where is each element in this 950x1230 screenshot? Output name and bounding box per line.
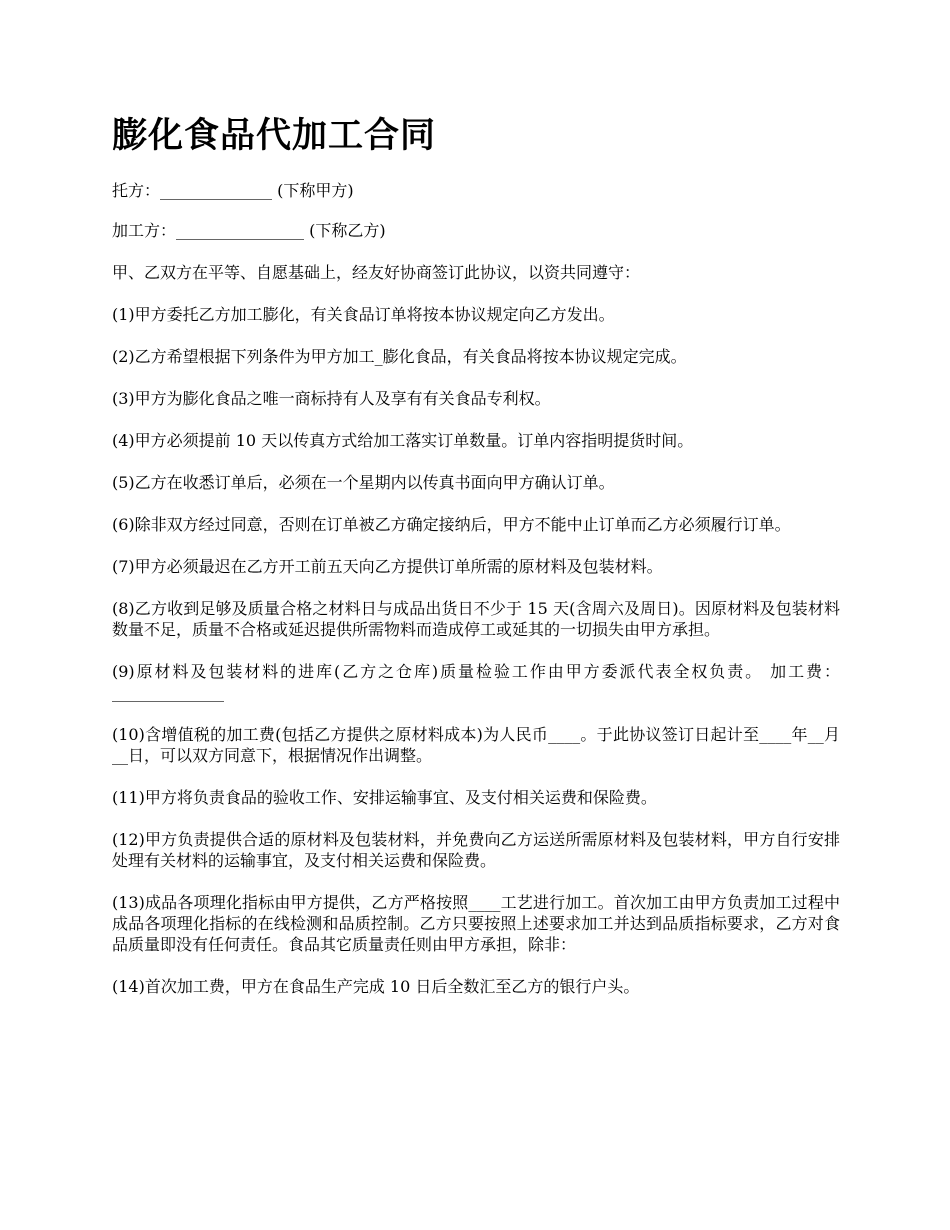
document-title: 膨化食品代加工合同 [112,116,437,156]
clause-4: (4)甲方必须提前 10 天以传真方式给加工落实订单数量。订单内容指明提货时间。 [112,431,694,450]
principal-party-line: 托方：______________ (下称甲方) [112,181,354,200]
processor-party-line: 加工方：________________ (下称乙方) [112,221,386,240]
clause-9: (9)原材料及包装材料的进库(乙方之仓库)质量检验工作由甲方委派代表全权负责。 加工费：______________ [112,662,840,702]
clause-7: (7)甲方必须最迟在乙方开工前五天向乙方提供订单所需的原材料及包装材料。 [112,557,663,576]
clause-12: (12)甲方负责提供合适的原材料及包装材料，并免费向乙方运送所需原材料及包装材料，甲方自行安排处理有关材料的运输事宜，及支付相关运费和保险费。 [112,830,840,870]
document-body [112,180,840,1018]
clause-6: (6)除非双方经过同意，否则在订单被乙方确定接纳后，甲方不能中止订单而乙方必须履行订单。 [112,515,791,534]
clause-13: (13)成品各项理化指标由甲方提供，乙方严格按照____工艺进行加工。首次加工由甲方负责加工过程中成品各项理化指标的在线检测和品质控制。乙方只要按照上述要求加工并达到品质指标要求，乙方对食品质量即没有任何责任。食品其它质量责任则由甲方承担，除非： [112,893,840,954]
clause-2: (2)乙方希望根据下列条件为甲方加工_膨化食品，有关食品将按本协议规定完成。 [112,347,687,366]
clause-10: (10)含增值税的加工费(包括乙方提供之原材料成本)为人民币____。于此协议签订日起计至____年__月__日，可以双方同意下，根据情况作出调整。 [112,725,840,765]
clause-5: (5)乙方在收悉订单后，必须在一个星期内以传真书面向甲方确认订单。 [112,473,615,492]
preamble-paragraph: 甲、乙双方在平等、自愿基础上，经友好协商签订此协议，以资共同遵守： [112,263,641,282]
clause-8: (8)乙方收到足够及质量合格之材料日与成品出货日不少于 15 天(含周六及周日)。因原材料及包装材料数量不足，质量不合格或延迟提供所需物料而造成停工或延其的一切损失由甲方承担。 [112,599,840,639]
clause-14: (14)首次加工费，甲方在食品生产完成 10 日后全数汇至乙方的银行户头。 [112,977,640,996]
clause-3: (3)甲方为膨化食品之唯一商标持有人及享有有关食品专利权。 [112,389,551,408]
clause-11: (11)甲方将负责食品的验收工作、安排运输事宜、及支付相关运费和保险费。 [112,788,657,807]
clause-1: (1)甲方委托乙方加工膨化，有关食品订单将按本协议规定向乙方发出。 [112,305,615,324]
